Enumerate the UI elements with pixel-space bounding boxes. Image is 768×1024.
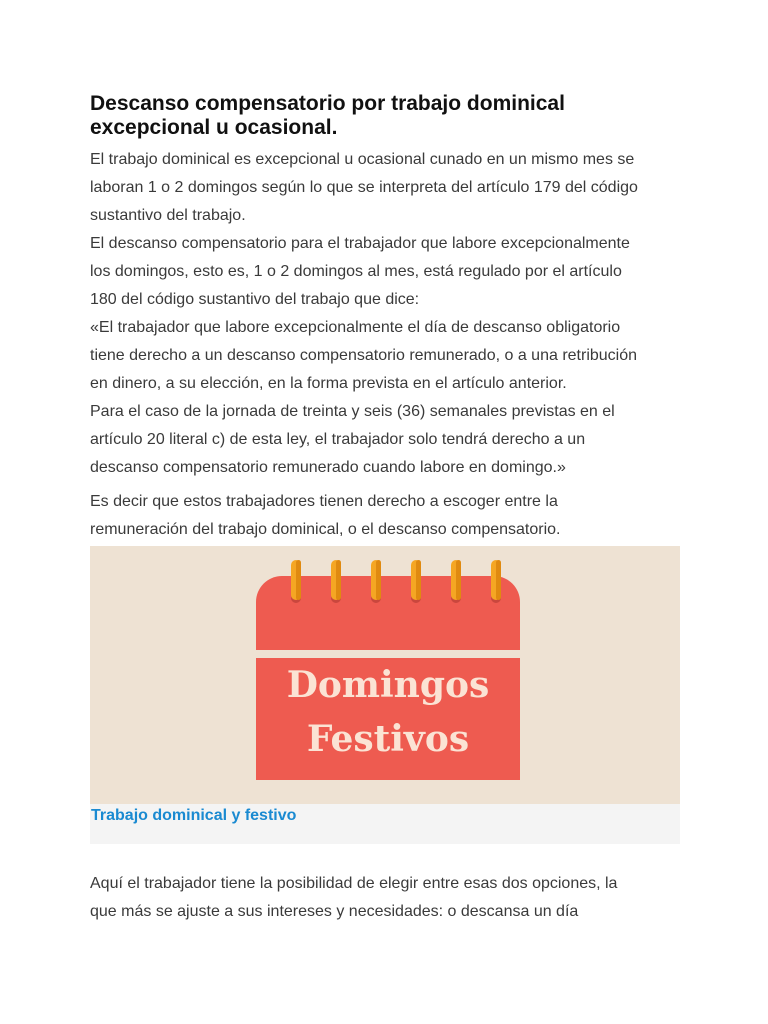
text-line: El descanso compensatorio para el trabajador que labore excepcionalmente <box>90 235 630 252</box>
paragraph-block-1 <box>90 146 680 482</box>
text-line: sustantivo del trabajo. <box>90 207 246 224</box>
text-line: en dinero, a su elección, en la forma prevista en el artículo anterior. <box>90 375 567 392</box>
text-line: laboran 1 o 2 domingos según lo que se interpreta del artículo 179 del código <box>90 179 638 196</box>
text-line: 180 del código sustantivo del trabajo que dice: <box>90 291 420 308</box>
image-text-line1: Domingos <box>286 664 490 706</box>
figure-caption: Trabajo dominical y festivo <box>91 807 297 824</box>
text-line: que más se ajuste a sus intereses y necesidades: o descansa un día <box>90 903 579 920</box>
calendar-image <box>90 546 680 804</box>
text-line: remuneración del trabajo dominical, o el descanso compensatorio. <box>90 521 561 538</box>
text-line: El trabajo dominical es excepcional u ocasional cunado en un mismo mes se <box>90 151 635 168</box>
text-line: los domingos, esto es, 1 o 2 domingos al mes, está regulado por el artículo <box>90 263 622 280</box>
text-line: tiene derecho a un descanso compensatorio remunerado, o a una retribución <box>90 347 638 364</box>
calendar-icon <box>90 546 680 804</box>
text-line: Es decir que estos trabajadores tienen derecho a escoger entre la <box>90 493 558 510</box>
text-line: «El trabajador que labore excepcionalmente el día de descanso obligatorio <box>90 319 621 336</box>
article <box>90 92 680 926</box>
text-line: Para el caso de la jornada de treinta y seis (36) semanales previstas en el <box>90 403 615 420</box>
text-line: descanso compensatorio remunerado cuando labore en domingo.» <box>90 459 566 476</box>
article-figure <box>90 546 680 844</box>
text-line: Aquí el trabajador tiene la posibilidad de elegir entre esas dos opciones, la <box>90 875 618 892</box>
article-title: Descanso compensatorio por trabajo dominical excepcional u ocasional. <box>90 92 565 139</box>
paragraph-block-3 <box>90 870 680 926</box>
text-line: artículo 20 literal c) de esta ley, el trabajador solo tendrá derecho a un <box>90 431 586 448</box>
paragraph-block-2 <box>90 488 680 544</box>
image-text-line2: Festivos <box>306 718 470 760</box>
